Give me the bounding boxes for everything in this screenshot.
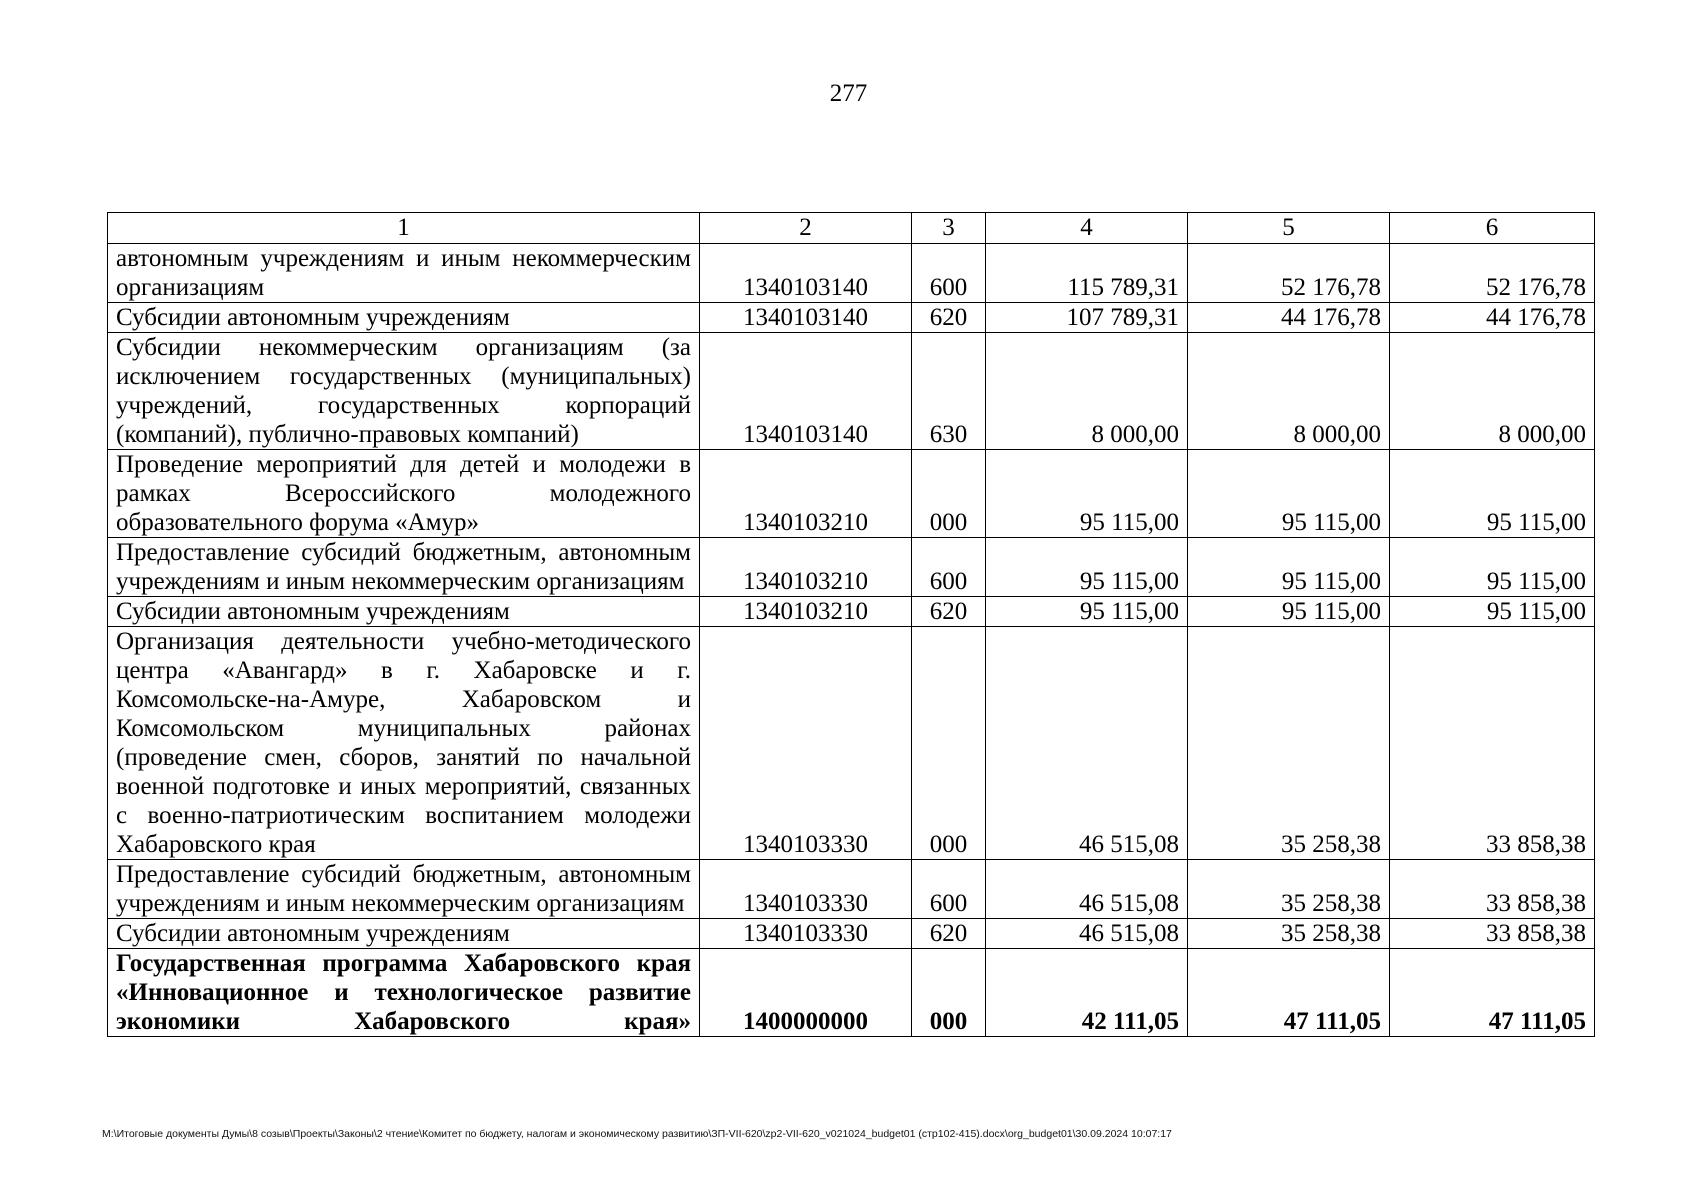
page-number: 277 <box>829 80 868 107</box>
row-name-cell: автономным учреждениям и иным некоммерческим организациям <box>108 244 700 303</box>
row-value-col4-cell: 46 515,08 <box>986 860 1188 919</box>
header-col-1: 1 <box>108 213 700 244</box>
row-value-col4-cell: 95 115,00 <box>986 538 1188 597</box>
row-value-col6-cell: 95 115,00 <box>1390 450 1595 538</box>
header-row <box>108 213 1595 244</box>
row-expense-type-cell: 000 <box>912 450 986 538</box>
row-value-col4-cell: 107 789,31 <box>986 303 1188 333</box>
row-value-col4-cell: 46 515,08 <box>986 919 1188 949</box>
row-target-code-cell: 1340103210 <box>700 597 912 627</box>
row-value-col5-cell: 52 176,78 <box>1188 244 1390 303</box>
table-row <box>108 949 1595 1037</box>
row-value-col5-cell: 35 258,38 <box>1188 627 1390 860</box>
header-col-5: 5 <box>1188 213 1390 244</box>
row-value-col4-cell: 95 115,00 <box>986 597 1188 627</box>
row-value-col4-cell: 42 111,05 <box>986 949 1188 1037</box>
row-expense-type-cell: 630 <box>912 333 986 450</box>
row-name-cell: Предоставление субсидий бюджетным, автономным учреждениям и иным некоммерческим организациям <box>108 860 700 919</box>
row-target-code-cell: 1340103330 <box>700 919 912 949</box>
header-col-2: 2 <box>700 213 912 244</box>
row-expense-type-cell: 000 <box>912 949 986 1037</box>
table-row <box>108 860 1595 919</box>
row-value-col4-cell: 95 115,00 <box>986 450 1188 538</box>
row-name-cell: Субсидии автономным учреждениям <box>108 303 700 333</box>
row-target-code-cell: 1340103140 <box>700 244 912 303</box>
row-target-code-cell: 1340103140 <box>700 333 912 450</box>
row-value-col6-cell: 8 000,00 <box>1390 333 1595 450</box>
row-target-code-cell: 1400000000 <box>700 949 912 1037</box>
budget-table <box>107 212 1595 1037</box>
row-target-code-cell: 1340103210 <box>700 450 912 538</box>
table-row <box>108 919 1595 949</box>
table-row <box>108 244 1595 303</box>
row-value-col6-cell: 52 176,78 <box>1390 244 1595 303</box>
row-value-col5-cell: 47 111,05 <box>1188 949 1390 1037</box>
row-name-cell: Предоставление субсидий бюджетным, автономным учреждениям и иным некоммерческим организациям <box>108 538 700 597</box>
row-value-col5-cell: 35 258,38 <box>1188 860 1390 919</box>
row-value-col5-cell: 35 258,38 <box>1188 919 1390 949</box>
row-value-col4-cell: 8 000,00 <box>986 333 1188 450</box>
row-value-col5-cell: 8 000,00 <box>1188 333 1390 450</box>
row-name-cell: Субсидии автономным учреждениям <box>108 919 700 949</box>
row-value-col4-cell: 46 515,08 <box>986 627 1188 860</box>
table-body <box>108 244 1595 1037</box>
row-target-code-cell: 1340103210 <box>700 538 912 597</box>
row-name-cell: Организация деятельности учебно-методического центра «Авангард» в г. Хабаровске и г. Комсомольске-на-Амуре, Хабаровском и Комсомольском муниципальных районах (проведение смен, сборов, занятий по начальной военной подготовке и иных мероприятий, связанных с военно-патриотическим воспитанием молодежи Хабаровского края <box>108 627 700 860</box>
row-value-col6-cell: 95 115,00 <box>1390 597 1595 627</box>
row-name-cell: Проведение мероприятий для детей и молодежи в рамках Всероссийского молодежного образовательного форума «Амур» <box>108 450 700 538</box>
table-row <box>108 627 1595 860</box>
row-value-col5-cell: 95 115,00 <box>1188 597 1390 627</box>
row-expense-type-cell: 600 <box>912 538 986 597</box>
row-target-code-cell: 1340103140 <box>700 303 912 333</box>
footer-file-path: M:\Итоговые документы Думы\8 созыв\Проекты\Законы\2 чтение\Комитет по бюджету, налогам и экономическому развитию\ЗП-VII-620\zp2-VII-620_v021024_budget01 (стр102-415).docx\org_budget01\30.09.2024 10:07:17 <box>102 1128 1172 1140</box>
table-row <box>108 597 1595 627</box>
row-name-cell: Субсидии автономным учреждениям <box>108 597 700 627</box>
row-expense-type-cell: 620 <box>912 597 986 627</box>
row-value-col6-cell: 33 858,38 <box>1390 627 1595 860</box>
row-expense-type-cell: 600 <box>912 244 986 303</box>
row-expense-type-cell: 000 <box>912 627 986 860</box>
table-row <box>108 333 1595 450</box>
header-col-4: 4 <box>986 213 1188 244</box>
header-col-6: 6 <box>1390 213 1595 244</box>
table-row <box>108 303 1595 333</box>
row-value-col5-cell: 95 115,00 <box>1188 538 1390 597</box>
row-value-col4-cell: 115 789,31 <box>986 244 1188 303</box>
table-row <box>108 538 1595 597</box>
row-value-col6-cell: 44 176,78 <box>1390 303 1595 333</box>
header-col-3: 3 <box>912 213 986 244</box>
row-target-code-cell: 1340103330 <box>700 627 912 860</box>
row-value-col6-cell: 47 111,05 <box>1390 949 1595 1037</box>
row-value-col6-cell: 33 858,38 <box>1390 919 1595 949</box>
row-value-col6-cell: 33 858,38 <box>1390 860 1595 919</box>
row-target-code-cell: 1340103330 <box>700 860 912 919</box>
row-name-cell: Субсидии некоммерческим организациям (за исключением государственных (муниципальных) учреждений, государственных корпораций (компаний), публично-правовых компаний) <box>108 333 700 450</box>
row-expense-type-cell: 600 <box>912 860 986 919</box>
table-header <box>108 213 1595 244</box>
table-row <box>108 450 1595 538</box>
row-value-col5-cell: 95 115,00 <box>1188 450 1390 538</box>
row-expense-type-cell: 620 <box>912 303 986 333</box>
row-value-col5-cell: 44 176,78 <box>1188 303 1390 333</box>
row-expense-type-cell: 620 <box>912 919 986 949</box>
row-name-cell: Государственная программа Хабаровского края «Инновационное и технологическое развитие экономики Хабаровского края» <box>108 949 700 1037</box>
row-value-col6-cell: 95 115,00 <box>1390 538 1595 597</box>
